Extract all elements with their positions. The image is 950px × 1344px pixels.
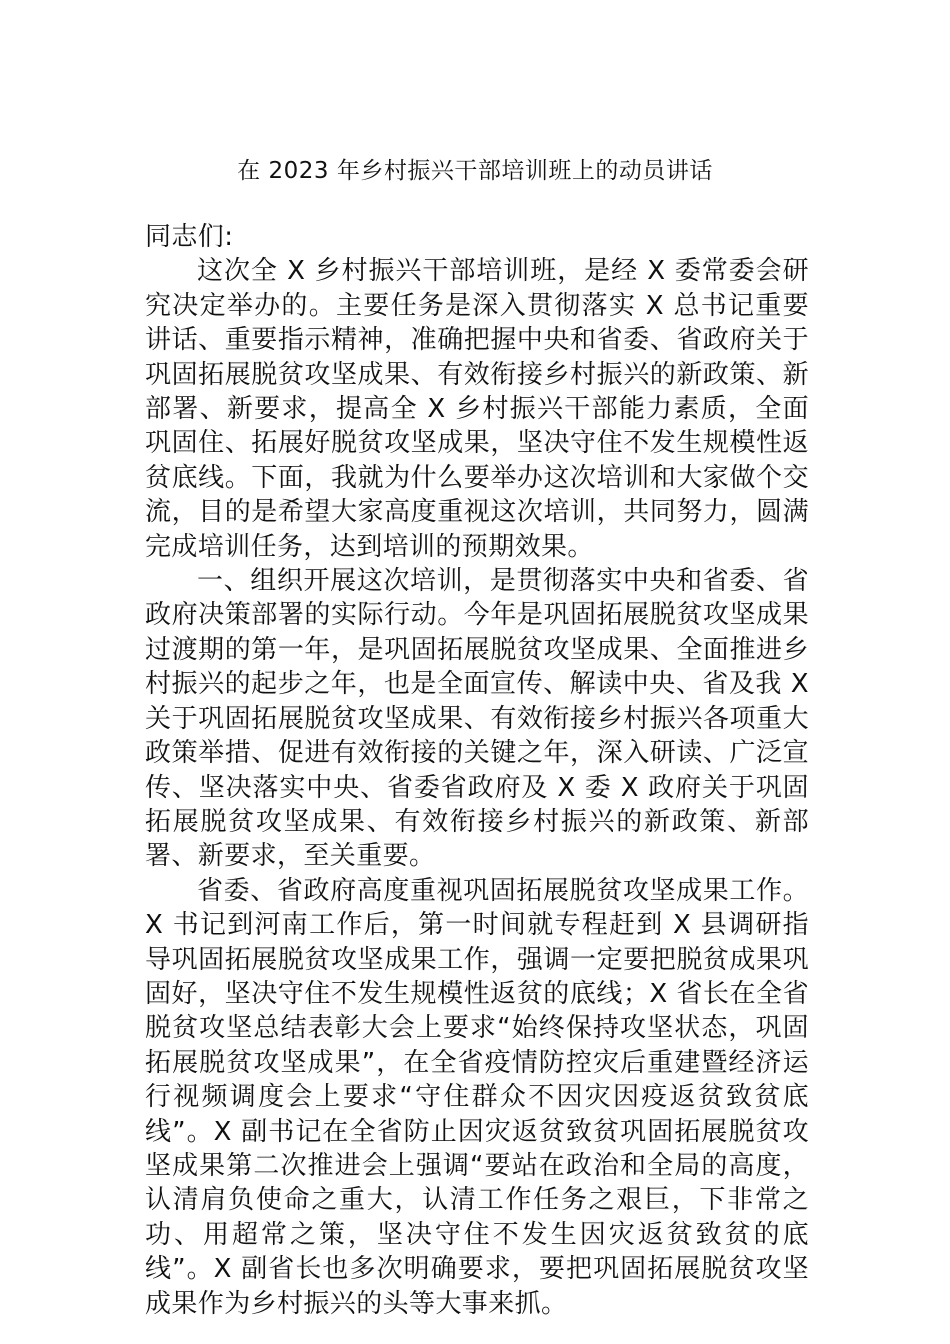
paragraph-3: 省委、省政府高度重视巩固拓展脱贫攻坚成果工作。X 书记到河南工作后，第一时间就专程赶到 X 县调研指导巩固拓展脱贫攻坚成果工作，强调一定要把脱贫成果巩固好，坚决守住不发生规模性返贫的底线；X 省长在全省脱贫攻坚总结表彰大会上要求“始终保持攻坚状态，巩固拓展脱贫攻坚成果”，在全省疫情防控灾后重建暨经济运行视频调度会上要求“守住群众不因灾因疫返贫致贫底线”。X 副书记在全省防止因灾返贫致贫巩固拓展脱贫攻坚成果第二次推进会上强调“要站在政治和全局的高度，认清肩负使命之重大，认清工作任务之艰巨，下非常之功、用超常之策，坚决守住不发生因灾返贫致贫的底线”。X 副省长也多次明确要求，要把巩固拓展脱贫攻坚成果作为乡村振兴的头等大事来抓。 xyxy=(145,875,809,1319)
document-title: 在 2023 年乡村振兴干部培训班上的动员讲话 xyxy=(237,158,713,184)
document-body xyxy=(145,220,809,1321)
paragraph-1: 这次全 X 乡村振兴干部培训班，是经 X 委常委会研究决定举办的。主要任务是深入贯彻落实 X 总书记重要讲话、重要指示精神，准确把握中央和省委、省政府关于巩固拓展脱贫攻坚成果、有效衔接乡村振兴的新政策、新部署、新要求，提高全 X 乡村振兴干部能力素质，全面巩固住、拓展好脱贫攻坚成果，坚决守住不发生规模性返贫底线。下面，我就为什么要举办这次培训和大家做个交流，目的是希望大家高度重视这次培训，共同努力，圆满完成培训任务，达到培训的预期效果。 xyxy=(145,256,809,562)
salutation: 同志们: xyxy=(145,222,234,252)
paragraph-2: 一、组织开展这次培训，是贯彻落实中央和省委、省政府决策部署的实际行动。今年是巩固拓展脱贫攻坚成果过渡期的第一年，是巩固拓展脱贫攻坚成果、全面推进乡村振兴的起步之年，也是全面宣传、解读中央、省及我 X 关于巩固拓展脱贫攻坚成果、有效衔接乡村振兴各项重大政策举措、促进有效衔接的关键之年，深入研读、广泛宣传、坚决落实中央、省委省政府及 X 委 X 政府关于巩固拓展脱贫攻坚成果、有效衔接乡村振兴的新政策、新部署、新要求，至关重要。 xyxy=(145,566,809,872)
